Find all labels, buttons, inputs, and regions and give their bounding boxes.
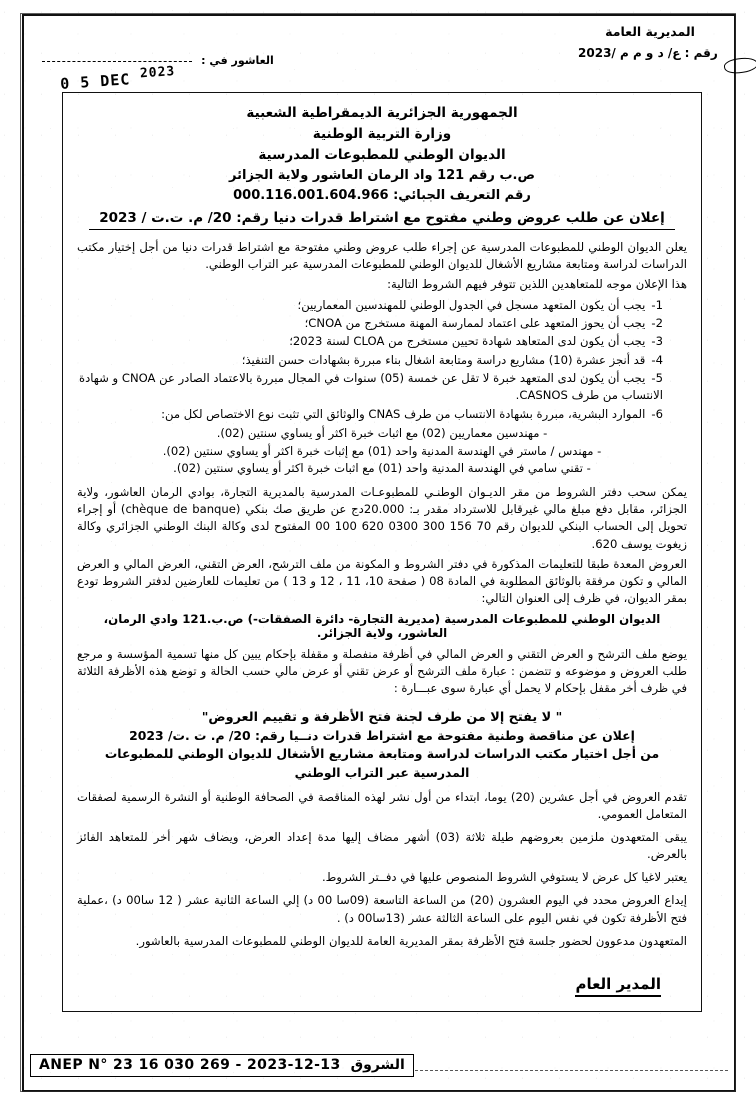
anep-reference-box bbox=[30, 1054, 414, 1077]
resource-item-engineer: - مهندس / ماستر في الهندسة المدنية واحد (01) مع إثبات خبرة اكثر أو يساوي سنتين (02). bbox=[162, 443, 602, 458]
letterhead bbox=[30, 24, 728, 94]
condition-item-2 bbox=[77, 315, 663, 332]
human-resources-list bbox=[77, 425, 687, 478]
condition-item-4 bbox=[77, 352, 663, 369]
postal-address: ص.ب رقم 121 واد الرمان العاشور ولاية الجزائر bbox=[229, 167, 535, 183]
letterhead-right bbox=[578, 24, 722, 60]
envelope-tender-reference: إعلان عن مناقصة وطنية مفتوحة مع اشتراط قدرات دنــيا رقم: 20/ م. ت .ت/ 2023 bbox=[129, 727, 635, 743]
office-name: الديوان الوطني للمطبوعات المدرسية bbox=[258, 146, 506, 163]
signature-block bbox=[575, 974, 661, 997]
withdrawal-paragraph: يمكن سحب دفتر الشروط من مقر الديـوان الوطنـي للمطبوعـات المدرسية بالمديرية التجارة، بوادي الرمان العاشور، ولاية الجزائر، مقابل دفع مبلغ مالي غيرقابل للاسترداد مقدر بـ: 20.000دج عن طريق صك بنكي (chèque de banque) أو إجراء تحويل إلى الحساب البنكي للديوان رقم 70 156 300 0300 620 100 00 المفتوح لدى وكالة البنك الوطني الجزائري وكالة زيغوت يوسف 620. bbox=[77, 485, 688, 551]
condition-number-5: 5- bbox=[651, 371, 663, 386]
date-stamp-year: 2023 bbox=[139, 63, 176, 82]
organization-header bbox=[77, 103, 687, 206]
letterhead-left bbox=[38, 50, 274, 94]
resource-item-technician: - تقني سامي في الهندسة المدنية واحد (01) مع اثبات خبرة اكثر أو يساوي سنتين (02). bbox=[173, 461, 591, 476]
envelopes-paragraph: يوضع ملف الترشح و العرض التقني و العرض المالي في أظرفة منفصلة و مقفلة بإحكام يبين كل منها تسمية المؤسسة و مرجع طلب العروض و موضوعه و تتضمن : عبارة ملف الترشح أو عرض تقني أو عرض مالي حسب الحالة و توضع هذه الأظرفة الثلاثة في ظرف أخر مقفل بإحكام لا يحمل أي عبارة سوى عبـــارة : bbox=[77, 647, 687, 696]
envelope-inscription-block bbox=[77, 708, 687, 783]
offer-composition-paragraph: العروض المعدة طبقا للتعليمات المذكورة في دفتر الشروط و المكونة من ملف الترشح، العرض التقني، العرض المالي و العرض المالي و تكون مرفقة بالوثائق المطلوبة في المادة 08 ( صفحة 10، 11 ، 12 و 13 ) من تعليمات للعارضين لدفتر الشروط تودع بمقر الديوان، في ظرف إلى العنوان التالي: bbox=[77, 556, 687, 606]
condition-number-1: 1- bbox=[651, 297, 663, 312]
submission-address: الديوان الوطني للمطبوعات المدرسية (مديرية التجارة- دائرة الصفقات-) ص.ب.121 وادي الرمان، العاشور، ولاية الجزائر. bbox=[103, 612, 661, 641]
intro-paragraph-2: هذا الإعلان موجه للمتعاهدين اللذين تتوفر فيهم الشروط التالية: bbox=[387, 277, 687, 292]
condition-item-5 bbox=[77, 370, 663, 405]
deadline-paragraph-void: يعتبر لاغيا كل عرض لا يستوفي الشروط المنصوص عليها في دفــتر الشروط. bbox=[321, 870, 687, 885]
deadline-paragraph-attendance: المتعهدون مدعوون لحضور جلسة فتح الأظرفة بمقر المديرية العامة للديوان الوطني للمطبوعات المدرسية بالعاشور. bbox=[135, 933, 687, 948]
condition-text-6: الموارد البشرية، مبررة بشهادة الانتساب من طرف CNAS والوثائق التي تثبت نوع الاختصاص لكل من: bbox=[161, 406, 646, 421]
condition-number-3: 3- bbox=[651, 334, 663, 349]
condition-text-1: يجب أن يكون المتعهد مسجل في الجدول الوطني للمهندسين المعماريين؛ bbox=[297, 297, 646, 312]
condition-number-4: 4- bbox=[651, 352, 663, 367]
tax-id: رقم التعريف الجبائي: 000.116.001.604.966 bbox=[233, 187, 531, 203]
place-date-label: العاشور في : bbox=[201, 54, 274, 67]
condition-text-5: يجب أن يكون لدى المتعهد خبرة لا تقل عن خمسة (05) سنوات في المجال مبررة بالاعتماد الصادر عن CNOA و شهادة الانتساب من طرف CASNOS. bbox=[79, 371, 663, 403]
date-stamp-day-month: 0 5 DEC bbox=[59, 70, 131, 94]
announcement-body bbox=[62, 92, 702, 1012]
deadline-paragraph-hours: إيداع العروض محدد في اليوم العشرون (20) من الساعة التاسعة (09سا 00 د) إلي الساعة الثانية عشر ( 12 سا00 د) ،عملية فتح الأظرفة تكون في نفس اليوم على الساعة الثالثة عشر (13سا00 د) . bbox=[77, 893, 687, 925]
country-name: الجمهورية الجزائرية الديمقراطية الشعبية bbox=[246, 105, 518, 121]
intro-paragraph-1: يعلن الديوان الوطني للمطبوعات المدرسية عن إجراء طلب عروض وطني مفتوحة مع اشتراط قدرات دنيا من أجل إختيار مكتب الدراسات لدراسة ومتابعة مشاريع الأشغال للديوان الوطني للمطبوعات المدرسية عبر التراب الوطني. bbox=[77, 240, 687, 272]
condition-text-2: يجب أن يحوز المتعهد على اعتماد لممارسة المهنة مستخرج من CNOA؛ bbox=[304, 315, 646, 330]
date-dotted-line bbox=[42, 60, 192, 62]
newspaper-name: الشروق bbox=[350, 1057, 405, 1073]
ministry-name: وزارة التربية الوطنية bbox=[312, 125, 452, 142]
footer bbox=[30, 1054, 730, 1080]
reference-text: رقم : ع/ د و م م /2023 bbox=[578, 46, 718, 60]
announcement-title: إعلان عن طلب عروض وطني مفتوح مع اشتراط قدرات دنيا رقم: 20/ م. ت.ت / 2023 bbox=[89, 210, 675, 230]
condition-item-3 bbox=[77, 333, 663, 350]
conditions-list bbox=[77, 297, 677, 424]
signatory-title: المدير العام bbox=[575, 975, 661, 997]
condition-text-3: يجب أن يكون لدى المتعاهد شهادة تحيين مستخرج من CLOA لسنة 2023؛ bbox=[289, 334, 646, 349]
condition-item-6 bbox=[77, 406, 663, 423]
anep-number: ANEP N° 23 16 030 269 - 2023-12-13 bbox=[39, 1057, 341, 1073]
envelope-tender-subject: من أجل اختيار مكتب الدراسات لدراسة ومتابعة مشاريع الأشغال للديوان الوطني للمطبوعات المدرسية عبر التراب الوطني bbox=[104, 746, 660, 781]
condition-item-1 bbox=[77, 297, 663, 314]
condition-number-2: 2- bbox=[651, 315, 663, 330]
directorate-title: المديرية العامة bbox=[605, 24, 695, 39]
envelope-quote-line: " لا يفتح إلا من طرف لجنة فتح الأظرفة و تقييم العروض" bbox=[201, 709, 563, 725]
deadline-paragraph-submission: تقدم العروض في أجل عشرين (20) يوما، ابتداء من أول نشر لهذه المناقصة في الصحافة الوطنية أو النشرة الرسمية لصفقات المتعامل العمومي. bbox=[77, 789, 687, 821]
condition-text-4: قد أنجز عشرة (10) مشاريع دراسة ومتابعة اشغال بناء مبررة بشهادات حسن التنفيذ؛ bbox=[241, 352, 646, 367]
condition-number-6: 6- bbox=[651, 406, 663, 421]
deadline-paragraph-validity: يبقى المتعهدون ملزمين بعروضهم طيلة ثلاثة (03) أشهر مضاف إليها مدة إعداد العرض، ويضاف شهر أخر للمتعاهد الفائز بالعرض. bbox=[77, 829, 688, 862]
resource-item-architects: - مهندسين معماريين (02) مع اثبات خبرة اكثر أو يساوي سنتين (02). bbox=[216, 426, 548, 441]
reference-line bbox=[578, 46, 722, 60]
